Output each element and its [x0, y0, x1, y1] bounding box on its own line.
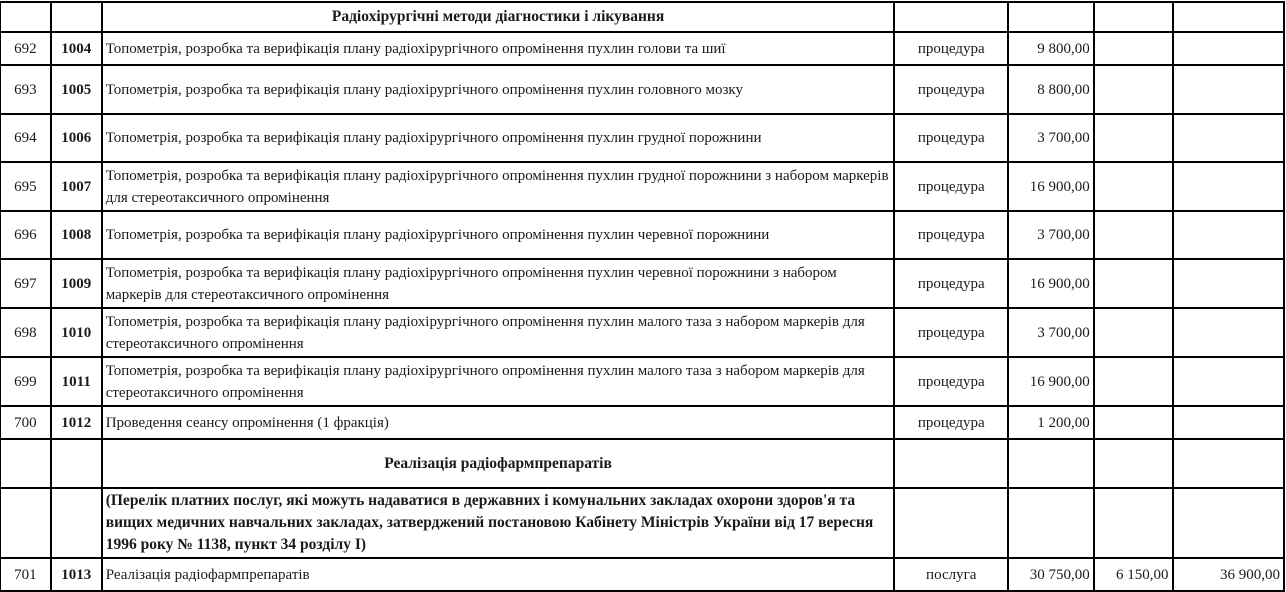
row-number: 695 — [0, 162, 51, 211]
price-list-table — [0, 1, 1285, 592]
total — [1173, 32, 1285, 65]
unit: процедура — [894, 162, 1008, 211]
vat — [1094, 65, 1173, 114]
section-note: (Перелік платних послуг, які можуть надаватися в державних і комунальних закладах охорони здоров'я та вищих медичних навчальних закладах, затверджений постановою Кабінету Міністрів України від 17 вересня 1996 року № 1138, пункт 34 розділу І) — [102, 488, 895, 558]
num-cell — [0, 488, 51, 558]
section-header-row — [0, 2, 1284, 32]
service-code: 1009 — [51, 259, 102, 308]
total — [1173, 114, 1285, 162]
service-description: Проведення сеансу опромінення (1 фракція) — [102, 406, 895, 439]
table-row — [0, 65, 1284, 114]
row-number: 700 — [0, 406, 51, 439]
vat: 6 150,00 — [1094, 558, 1173, 591]
price: 3 700,00 — [1008, 308, 1094, 357]
unit: процедура — [894, 65, 1008, 114]
vat-cell — [1094, 2, 1173, 32]
service-code: 1004 — [51, 32, 102, 65]
row-number: 698 — [0, 308, 51, 357]
vat — [1094, 357, 1173, 406]
vat — [1094, 32, 1173, 65]
row-number: 697 — [0, 259, 51, 308]
table-row — [0, 32, 1284, 65]
section-header-row — [0, 439, 1284, 488]
total — [1173, 211, 1285, 259]
service-description: Топометрія, розробка та верифікація плану радіохірургічного опромінення пухлин голови та шиї — [102, 32, 895, 65]
unit-cell — [894, 488, 1008, 558]
unit: процедура — [894, 259, 1008, 308]
service-description: Топометрія, розробка та верифікація плану радіохірургічного опромінення пухлин малого таза з набором маркерів для стереотаксичного опромінення — [102, 308, 895, 357]
row-number: 701 — [0, 558, 51, 591]
unit-cell — [894, 439, 1008, 488]
total-cell — [1173, 488, 1285, 558]
service-description: Реалізація радіофармпрепаратів — [102, 558, 895, 591]
price: 1 200,00 — [1008, 406, 1094, 439]
vat — [1094, 114, 1173, 162]
service-description: Топометрія, розробка та верифікація плану радіохірургічного опромінення пухлин грудної порожнини — [102, 114, 895, 162]
table-row — [0, 308, 1284, 357]
unit: процедура — [894, 114, 1008, 162]
service-code: 1013 — [51, 558, 102, 591]
service-description: Топометрія, розробка та верифікація плану радіохірургічного опромінення пухлин головного мозку — [102, 65, 895, 114]
total — [1173, 65, 1285, 114]
vat — [1094, 406, 1173, 439]
service-code: 1005 — [51, 65, 102, 114]
service-description: Топометрія, розробка та верифікація плану радіохірургічного опромінення пухлин грудної порожнини з набором маркерів для стереотаксичного опромінення — [102, 162, 895, 211]
total — [1173, 308, 1285, 357]
section-note-row — [0, 488, 1284, 558]
total-cell — [1173, 2, 1285, 32]
code-cell — [51, 439, 102, 488]
table-row — [0, 114, 1284, 162]
code-cell — [51, 2, 102, 32]
service-code: 1011 — [51, 357, 102, 406]
price: 3 700,00 — [1008, 211, 1094, 259]
row-number: 696 — [0, 211, 51, 259]
price-cell — [1008, 2, 1094, 32]
price-cell — [1008, 488, 1094, 558]
vat — [1094, 308, 1173, 357]
table-row — [0, 406, 1284, 439]
service-description: Топометрія, розробка та верифікація плану радіохірургічного опромінення пухлин малого таза з набором маркерів для стереотаксичного опромінення — [102, 357, 895, 406]
service-description: Топометрія, розробка та верифікація плану радіохірургічного опромінення пухлин черевної порожнини — [102, 211, 895, 259]
table-row — [0, 211, 1284, 259]
unit: процедура — [894, 308, 1008, 357]
num-cell — [0, 439, 51, 488]
service-description: Топометрія, розробка та верифікація плану радіохірургічного опромінення пухлин черевної порожнини з набором маркерів для стереотаксичного опромінення — [102, 259, 895, 308]
price: 3 700,00 — [1008, 114, 1094, 162]
unit: процедура — [894, 406, 1008, 439]
unit: послуга — [894, 558, 1008, 591]
unit: процедура — [894, 32, 1008, 65]
row-number: 694 — [0, 114, 51, 162]
vat — [1094, 259, 1173, 308]
price: 16 900,00 — [1008, 357, 1094, 406]
total-cell — [1173, 439, 1285, 488]
num-cell — [0, 2, 51, 32]
price: 16 900,00 — [1008, 162, 1094, 211]
row-number: 692 — [0, 32, 51, 65]
price: 9 800,00 — [1008, 32, 1094, 65]
unit-cell — [894, 2, 1008, 32]
section-title: Реалізація радіофармпрепаратів — [102, 439, 895, 488]
vat — [1094, 162, 1173, 211]
total — [1173, 259, 1285, 308]
service-code: 1008 — [51, 211, 102, 259]
row-number: 693 — [0, 65, 51, 114]
price: 30 750,00 — [1008, 558, 1094, 591]
total — [1173, 357, 1285, 406]
service-code: 1007 — [51, 162, 102, 211]
section-title: Радіохірургічні методи діагностики і лікування — [102, 2, 895, 32]
vat — [1094, 211, 1173, 259]
service-code: 1012 — [51, 406, 102, 439]
unit: процедура — [894, 211, 1008, 259]
table-row — [0, 162, 1284, 211]
total — [1173, 162, 1285, 211]
table-row — [0, 357, 1284, 406]
price: 8 800,00 — [1008, 65, 1094, 114]
vat-cell — [1094, 488, 1173, 558]
row-number: 699 — [0, 357, 51, 406]
code-cell — [51, 488, 102, 558]
total — [1173, 406, 1285, 439]
vat-cell — [1094, 439, 1173, 488]
service-code: 1006 — [51, 114, 102, 162]
price-cell — [1008, 439, 1094, 488]
table-row — [0, 259, 1284, 308]
price: 16 900,00 — [1008, 259, 1094, 308]
table-row — [0, 558, 1284, 591]
total: 36 900,00 — [1173, 558, 1285, 591]
service-code: 1010 — [51, 308, 102, 357]
unit: процедура — [894, 357, 1008, 406]
